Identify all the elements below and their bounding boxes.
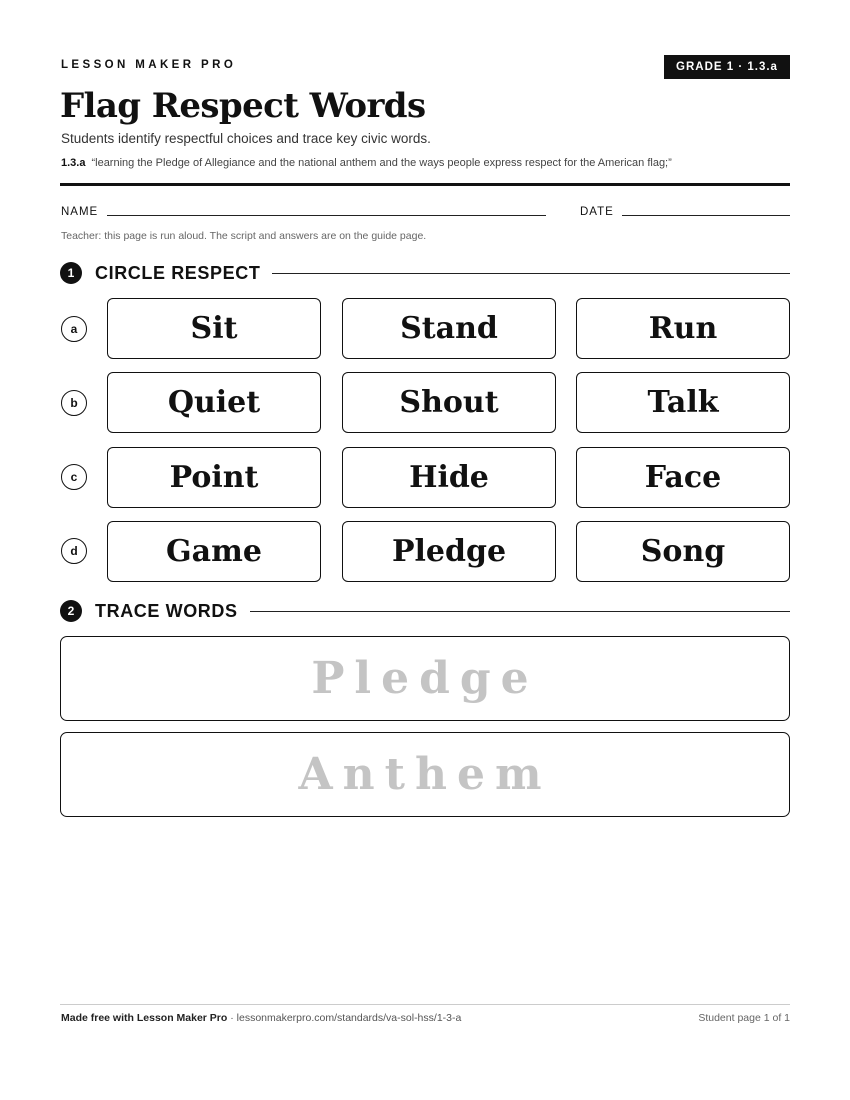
row-letter-a: a: [61, 316, 87, 342]
row-letter-b: b: [61, 390, 87, 416]
page-subtitle: Students identify respectful choices and trace key civic words.: [61, 131, 431, 146]
section-title: TRACE WORDS: [95, 600, 238, 621]
trace-word: Anthem: [298, 749, 552, 800]
word-choice-shout[interactable]: Shout: [342, 372, 556, 433]
trace-box-pledge[interactable]: [60, 636, 790, 721]
section-number-badge: 1: [60, 262, 82, 284]
word-choice-sit[interactable]: Sit: [107, 298, 321, 359]
section-rule: [250, 611, 790, 612]
standard-code: 1.3.a: [61, 157, 86, 169]
grade-badge: GRADE 1 · 1.3.a: [664, 55, 790, 79]
trace-box-anthem[interactable]: [60, 732, 790, 817]
footer-url[interactable]: lessonmakerpro.com/standards/va-sol-hss/1-3-a: [236, 1012, 462, 1024]
standard-reference: [61, 157, 672, 169]
row-letter-c: c: [61, 464, 87, 490]
footer-credit: [61, 1012, 461, 1024]
section-circle-respect-header: [60, 262, 790, 284]
word-choice-stand[interactable]: Stand: [342, 298, 556, 359]
header-divider: [60, 183, 790, 186]
teacher-note: Teacher: this page is run aloud. The script and answers are on the guide page.: [61, 230, 427, 242]
word-choice-run[interactable]: Run: [576, 298, 790, 359]
section-trace-words-header: [60, 600, 790, 622]
section-title: CIRCLE RESPECT: [95, 262, 261, 283]
word-choice-quiet[interactable]: Quiet: [107, 372, 321, 433]
row-letter-d: d: [61, 538, 87, 564]
word-choice-pledge[interactable]: Pledge: [342, 521, 556, 582]
page-title: Flag Respect Words: [60, 86, 426, 126]
section-number-badge: 2: [60, 600, 82, 622]
footer-page-number: Student page 1 of 1: [698, 1012, 790, 1024]
date-label: DATE: [580, 206, 614, 218]
word-choice-game[interactable]: Game: [107, 521, 321, 582]
brand-name: LESSON MAKER PRO: [61, 59, 237, 71]
word-choice-song[interactable]: Song: [576, 521, 790, 582]
footer-separator: ·: [227, 1012, 237, 1024]
word-choice-talk[interactable]: Talk: [576, 372, 790, 433]
trace-word: Pledge: [311, 653, 539, 704]
word-choice-point[interactable]: Point: [107, 447, 321, 508]
footer-divider: [60, 1004, 790, 1005]
section-rule: [272, 273, 790, 274]
footer-made-with: Made free with Lesson Maker Pro: [61, 1012, 228, 1024]
word-choice-hide[interactable]: Hide: [342, 447, 556, 508]
name-field[interactable]: [107, 215, 546, 216]
name-label: NAME: [61, 206, 99, 218]
word-choice-face[interactable]: Face: [576, 447, 790, 508]
date-field[interactable]: [622, 215, 790, 216]
standard-text: “learning the Pledge of Allegiance and the national anthem and the ways people express respect for the American flag;”: [91, 157, 672, 169]
